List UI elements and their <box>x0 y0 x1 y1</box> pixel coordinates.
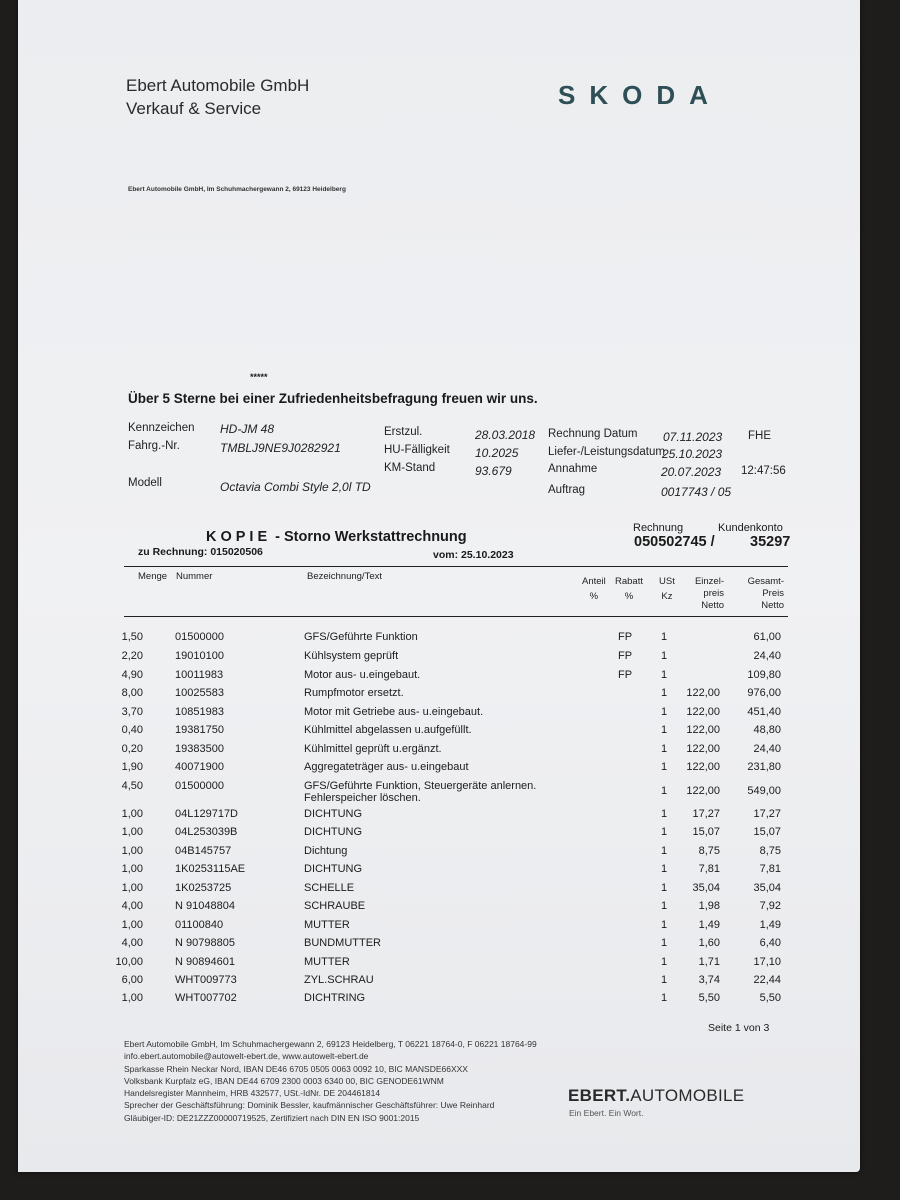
table-row <box>18 992 860 1010</box>
cell-einzelpreis: 1,60 <box>698 937 720 949</box>
footer-line-contact: info.ebert.automobile@autowelt-ebert.de, www.autowelt-ebert.de <box>124 1051 369 1062</box>
company-name: Ebert Automobile GmbH <box>126 76 310 95</box>
cell-menge: 1,90 <box>121 761 143 773</box>
cell-nummer: 1K0253115AE <box>175 863 246 875</box>
cell-menge: 10,00 <box>115 956 143 968</box>
vom-date: vom: 25.10.2023 <box>433 549 514 561</box>
cell-gesamtpreis: 15,07 <box>753 826 781 838</box>
col-anteil-header-l1: Anteil <box>582 576 606 587</box>
cell-nummer: 19383500 <box>175 743 224 755</box>
cell-nummer: 40071900 <box>175 761 224 773</box>
rechnung-datum-label: Rechnung Datum <box>548 428 638 440</box>
cell-einzelpreis: 122,00 <box>686 761 720 773</box>
cell-nummer: N 90894601 <box>175 956 235 968</box>
km-value: 93.679 <box>475 464 512 478</box>
auftrag-label: Auftrag <box>548 484 586 496</box>
col-nummer-header: Nummer <box>176 571 213 582</box>
cell-menge: 1,00 <box>121 845 143 857</box>
cell-text: Dichtung <box>304 845 348 857</box>
erstzul-label: Erstzul. <box>384 426 423 438</box>
zu-rechnung: zu Rechnung: 015020506 <box>138 546 263 558</box>
rechnung-datum-code: FHE <box>748 430 771 442</box>
cell-ust: 1 <box>661 650 668 662</box>
cell-ust: 1 <box>661 882 668 894</box>
cell-nummer: 10025583 <box>175 687 224 699</box>
erstzul-value: 28.03.2018 <box>475 428 536 442</box>
cell-einzelpreis: 17,27 <box>692 808 720 820</box>
cell-text: Rumpfmotor ersetzt. <box>304 687 404 699</box>
cell-gesamtpreis: 109,80 <box>747 669 781 681</box>
cell-einzelpreis: 35,04 <box>692 882 720 894</box>
document-title <box>206 529 467 545</box>
cell-nummer: N 90798805 <box>175 937 235 949</box>
fahrgnr-value: TMBLJ9NE9J0282921 <box>220 441 341 455</box>
cell-ust: 1 <box>661 687 668 699</box>
cell-gesamtpreis: 8,75 <box>759 845 781 857</box>
cell-gesamtpreis: 17,27 <box>753 808 781 820</box>
col-gesamt-header-l3: Netto <box>761 600 784 611</box>
cell-ust: 1 <box>661 863 668 875</box>
cell-text: GFS/Geführte Funktion <box>304 631 418 643</box>
table-row <box>18 974 860 992</box>
cell-nummer: 19010100 <box>175 650 224 662</box>
cell-gesamtpreis: 48,80 <box>753 724 781 736</box>
cell-ust: 1 <box>661 992 668 1004</box>
cell-einzelpreis: 122,00 <box>686 687 720 699</box>
cell-gesamtpreis: 61,00 <box>753 631 781 643</box>
footer-line-register: Handelsregister Mannheim, HRB 432577, USt.-IdNr. DE 204461814 <box>124 1088 381 1099</box>
cell-ust: 1 <box>661 900 668 912</box>
cell-einzelpreis: 5,50 <box>698 992 720 1004</box>
promo-text: Über 5 Sterne bei einer Zufriedenheitsbefragung freuen wir uns. <box>128 391 538 406</box>
col-text-header: Bezeichnung/Text <box>307 571 382 582</box>
modell-label: Modell <box>128 477 162 489</box>
skoda-logo: SKODA <box>558 80 722 110</box>
company-subtitle: Verkauf & Service <box>126 99 262 118</box>
cell-text: MUTTER <box>304 919 350 931</box>
cell-menge: 4,00 <box>121 900 143 912</box>
cell-menge: 4,00 <box>121 937 143 949</box>
cell-menge: 1,00 <box>121 882 143 894</box>
cell-menge: 8,00 <box>121 687 143 699</box>
cell-nummer: WHT007702 <box>175 992 237 1004</box>
col-ust-header <box>659 576 675 603</box>
footer-line-management: Sprecher der Geschäftsführung: Dominik Bessler, kaufmännischer Geschäftsführer: Uwe Reinhard <box>124 1100 495 1111</box>
cell-ust: 1 <box>661 706 668 718</box>
cell-einzelpreis: 1,71 <box>698 956 720 968</box>
hu-label: HU-Fälligkeit <box>384 444 450 456</box>
cell-menge: 2,20 <box>121 650 143 662</box>
table-row <box>18 956 860 974</box>
cell-gesamtpreis: 17,10 <box>753 956 781 968</box>
km-label: KM-Stand <box>384 462 436 474</box>
rating-stars: ***** <box>250 372 268 382</box>
cell-einzelpreis: 122,00 <box>686 706 720 718</box>
col-ust-header-l1: USt <box>659 576 675 587</box>
ebert-logo-bold: EBERT. <box>568 1086 631 1105</box>
table-row <box>18 863 860 881</box>
table-row <box>18 743 860 761</box>
cell-menge: 3,70 <box>121 706 143 718</box>
cell-nummer: 01500000 <box>175 780 224 792</box>
cell-einzelpreis: 8,75 <box>698 845 720 857</box>
liefer-value: 25.10.2023 <box>662 447 723 461</box>
cell-gesamtpreis: 7,92 <box>759 900 781 912</box>
kennzeichen-value: HD-JM 48 <box>220 422 275 436</box>
cell-einzelpreis: 15,07 <box>692 826 720 838</box>
cell-gesamtpreis: 976,00 <box>747 687 781 699</box>
cell-ust: 1 <box>661 743 668 755</box>
cell-gesamtpreis: 549,00 <box>747 785 781 797</box>
cell-text: MUTTER <box>304 956 350 968</box>
title-rest: - Storno Werkstattrechnung <box>271 529 467 545</box>
cell-ust: 1 <box>661 974 668 986</box>
hu-value: 10.2025 <box>475 446 519 460</box>
cell-gesamtpreis: 6,40 <box>759 937 781 949</box>
cell-text: Kühlmittel abgelassen u.aufgefüllt. <box>304 724 472 736</box>
cell-gesamtpreis: 24,40 <box>753 743 781 755</box>
table-row <box>18 882 860 900</box>
cell-text: Motor aus- u.eingebaut. <box>304 669 421 681</box>
cell-ust: 1 <box>661 845 668 857</box>
cell-text: Kühlsystem geprüft <box>304 650 399 662</box>
col-rabatt-header-l1: Rabatt <box>615 576 643 587</box>
cell-gesamtpreis: 5,50 <box>759 992 781 1004</box>
table-row <box>18 845 860 863</box>
cell-einzelpreis: 3,74 <box>698 974 720 986</box>
cell-nummer: 04L129717D <box>175 808 239 820</box>
col-gesamt-header-l2: Preis <box>762 588 784 599</box>
table-row <box>18 650 860 668</box>
cell-einzelpreis: 1,98 <box>698 900 720 912</box>
cell-menge: 1,50 <box>121 631 143 643</box>
liefer-label: Liefer-/Leistungsdatum <box>548 446 665 458</box>
cell-text-line2: Fehlerspeicher löschen. <box>304 792 421 804</box>
cell-nummer: WHT009773 <box>175 974 237 986</box>
cell-text: DICHTUNG <box>304 863 363 875</box>
invoice-paper <box>18 0 860 1172</box>
cell-ust: 1 <box>661 956 668 968</box>
table-row <box>18 919 860 937</box>
table-row <box>18 900 860 918</box>
ebert-automobile-logo <box>568 1086 744 1106</box>
cell-gesamtpreis: 24,40 <box>753 650 781 662</box>
cell-gesamtpreis: 22,44 <box>753 974 781 986</box>
footer-line-bank2: Volksbank Kurpfalz eG, IBAN DE44 6709 2300 0003 6340 00, BIC GENODE61WNM <box>124 1075 444 1086</box>
cell-menge: 1,00 <box>121 808 143 820</box>
cell-menge: 1,00 <box>121 863 143 875</box>
cell-einzelpreis: 122,00 <box>686 743 720 755</box>
rechnung-datum-value: 07.11.2023 <box>663 430 723 444</box>
kundenkonto-number: 35297 <box>750 534 791 550</box>
cell-einzelpreis: 122,00 <box>686 724 720 736</box>
cell-gesamtpreis: 231,80 <box>747 761 781 773</box>
cell-text <box>304 780 536 804</box>
cell-nummer: 10851983 <box>175 706 224 718</box>
cell-menge: 0,40 <box>121 724 143 736</box>
table-row <box>18 937 860 955</box>
table-row <box>18 687 860 705</box>
footer-line-address: Ebert Automobile GmbH, Im Schuhmachergewann 2, 69123 Heidelberg, T 06221 18764-0, F 06221 18764-99 <box>124 1039 537 1049</box>
cell-einzelpreis: 1,49 <box>698 919 720 931</box>
col-menge-header: Menge <box>138 571 168 582</box>
col-gesamt-header-l1: Gesamt- <box>747 576 784 587</box>
cell-gesamtpreis: 7,81 <box>759 863 781 875</box>
col-einzel-header <box>690 576 724 612</box>
col-rabatt-header-l2: % <box>624 591 634 602</box>
ebert-slogan: Ein Ebert. Ein Wort. <box>569 1108 644 1118</box>
cell-rabatt: FP <box>618 650 633 662</box>
cell-text: DICHTRING <box>304 992 366 1004</box>
cell-ust: 1 <box>661 937 668 949</box>
page-indicator: Seite 1 von 3 <box>708 1022 770 1034</box>
cell-ust: 1 <box>661 761 668 773</box>
table-row <box>18 780 860 806</box>
cell-menge: 4,90 <box>121 669 143 681</box>
col-einzel-header-l2: preis <box>703 588 724 599</box>
table-row <box>18 826 860 844</box>
col-ust-header-l2: Kz <box>661 591 673 602</box>
cell-menge: 6,00 <box>121 974 143 986</box>
cell-ust: 1 <box>661 808 668 820</box>
cell-rabatt: FP <box>618 631 633 643</box>
rechnung-label: Rechnung <box>633 522 684 534</box>
cell-ust: 1 <box>661 826 668 838</box>
cell-gesamtpreis: 1,49 <box>759 919 781 931</box>
col-rabatt-header <box>615 576 643 603</box>
cell-text: Kühlmittel geprüft u.ergänzt. <box>304 743 442 755</box>
col-gesamt-header <box>744 576 784 612</box>
col-einzel-header-l3: Netto <box>701 600 724 611</box>
cell-einzelpreis: 122,00 <box>686 785 720 797</box>
col-anteil-header-l2: % <box>589 591 599 602</box>
cell-gesamtpreis: 35,04 <box>753 882 781 894</box>
cell-ust: 1 <box>661 724 668 736</box>
cell-menge: 4,50 <box>121 780 143 792</box>
kundenkonto-label: Kundenkonto <box>718 522 783 534</box>
cell-text: BUNDMUTTER <box>304 937 381 949</box>
cell-menge: 1,00 <box>121 919 143 931</box>
table-row <box>18 808 860 826</box>
company-name-block <box>126 74 309 120</box>
cell-nummer: N 91048804 <box>175 900 235 912</box>
footer-line-creditor: Gläubiger-ID: DE21ZZZ00000719525, Zertifiziert nach DIN EN ISO 9001:2015 <box>124 1112 420 1123</box>
cell-ust: 1 <box>661 631 668 643</box>
cell-text: SCHELLE <box>304 882 355 894</box>
footer-line-bank1: Sparkasse Rhein Neckar Nord, IBAN DE46 6705 0505 0063 0092 10, BIC MANSDE66XXX <box>124 1063 468 1074</box>
table-row <box>18 669 860 687</box>
cell-text: ZYL.SCHRAU <box>304 974 374 986</box>
cell-rabatt: FP <box>618 669 633 681</box>
col-einzel-header-l1: Einzel- <box>694 576 724 587</box>
cell-ust: 1 <box>661 669 668 681</box>
cell-text: Aggregateträger aus- u.eingebaut <box>304 761 469 773</box>
cell-menge: 1,00 <box>121 992 143 1004</box>
annahme-label: Annahme <box>548 463 598 475</box>
cell-nummer: 04L253039B <box>175 826 238 838</box>
sender-address-line: Ebert Automobile GmbH, Im Schuhmachergewann 2, 69123 Heidelberg <box>128 186 346 193</box>
table-row <box>18 631 860 649</box>
col-anteil-header <box>582 576 606 603</box>
cell-nummer: 04B145757 <box>175 845 232 857</box>
cell-nummer: 01500000 <box>175 631 224 643</box>
table-header-rule <box>124 616 788 617</box>
kennzeichen-label: Kennzeichen <box>128 422 195 434</box>
ebert-logo-rest: AUTOMOBILE <box>630 1086 745 1105</box>
table-row <box>18 706 860 724</box>
cell-nummer: 10011983 <box>175 669 224 681</box>
auftrag-value: 0017743 / 05 <box>661 485 732 499</box>
cell-text: DICHTUNG <box>304 826 363 838</box>
cell-text: DICHTUNG <box>304 808 363 820</box>
cell-text: Motor mit Getriebe aus- u.eingebaut. <box>304 706 484 718</box>
cell-einzelpreis: 7,81 <box>698 863 720 875</box>
annahme-value: 20.07.2023 <box>661 465 722 479</box>
cell-text: SCHRAUBE <box>304 900 366 912</box>
table-row <box>18 761 860 779</box>
cell-ust: 1 <box>661 785 668 797</box>
cell-menge: 0,20 <box>121 743 143 755</box>
rechnung-number: 050502745 / <box>634 534 715 550</box>
annahme-time: 12:47:56 <box>741 465 786 477</box>
footer-legal <box>124 1038 537 1124</box>
cell-ust: 1 <box>661 919 668 931</box>
kopie-label: KOPIE <box>206 529 272 545</box>
cell-menge: 1,00 <box>121 826 143 838</box>
table-row <box>18 724 860 742</box>
cell-text-line1: GFS/Geführte Funktion, Steuergeräte anlernen. <box>304 780 537 792</box>
cell-nummer: 1K0253725 <box>175 882 232 894</box>
modell-value: Octavia Combi Style 2,0l TD <box>220 480 371 494</box>
cell-nummer: 01100840 <box>175 919 224 931</box>
fahrgnr-label: Fahrg.-Nr. <box>128 440 180 452</box>
cell-gesamtpreis: 451,40 <box>747 706 781 718</box>
table-top-rule <box>124 566 788 567</box>
cell-nummer: 19381750 <box>175 724 224 736</box>
